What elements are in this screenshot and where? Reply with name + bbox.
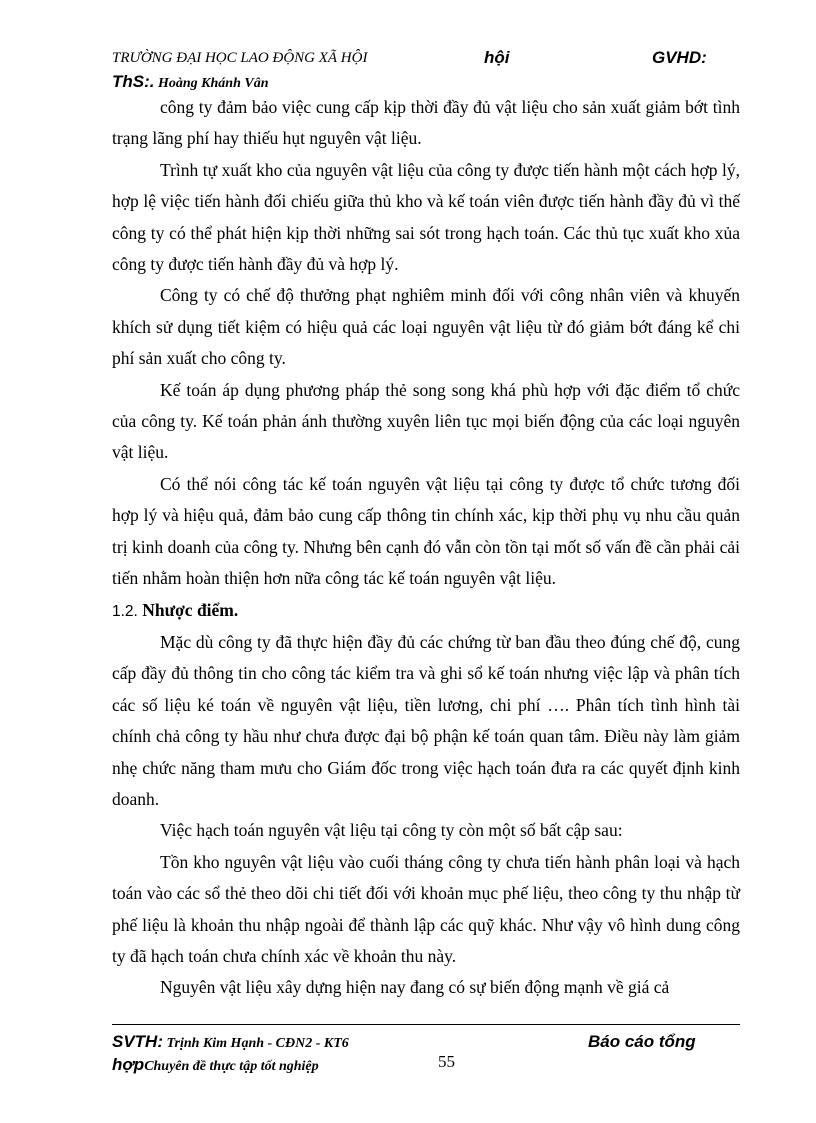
section-number: 1.2. (112, 602, 138, 620)
paragraph-1: công ty đảm bảo việc cung cấp kịp thời đầy đủ vật liệu cho sản xuất giảm bớt tình trạng lãng phí hay thiếu hụt nguyên vật liệu. (112, 97, 740, 149)
header-hoi: hội (484, 48, 510, 67)
section-title: Nhược điểm. (142, 599, 239, 620)
school-name: TRƯỜNG ĐẠI HỌC LAO ĐỘNG XÃ HỘI (112, 50, 368, 66)
footer-student-line (112, 1032, 349, 1052)
main-content (112, 92, 740, 1004)
report-title-continued: hợp (112, 1055, 145, 1074)
section-heading (112, 595, 740, 627)
paragraph-9: Nguyên vật liệu xây dựng hiện nay đang có sự biến động mạnh về giá cả (160, 977, 670, 998)
paragraph-2: Trình tự xuất kho của nguyên vật liệu của công ty được tiến hành một cách hợp lý, hợp lệ việc tiến hành đối chiếu giữa thủ kho và kế toán viên được tiến hành đầy đủ vì thế công ty có thể phát hiện kịp thời những sai sót trong hạch toán. Các thủ tục xuất kho xủa công ty được tiến hành đầy đủ và hợp lý. (112, 159, 740, 275)
header-gvhd-label: GVHD: (652, 48, 707, 67)
page-header (112, 46, 732, 94)
svth-label: SVTH: (112, 1032, 163, 1051)
paragraph-7: Việc hạch toán nguyên vật liệu tại công ty còn một số bất cập sau: (160, 820, 623, 841)
footer-subtitle-line (112, 1055, 319, 1075)
page-footer (112, 1030, 732, 1080)
paragraph-5: Có thể nói công tác kế toán nguyên vật liệu tại công ty được tổ chức tương đối hợp lý và hiệu quả, đảm bảo cung cấp thông tin chính xác, kịp thời phụ vụ nhu cầu quản trị kinh doanh của công ty. Nhưng bên cạnh đó vẫn còn tồn tại mốt số vấn đề cần phải cải tiến nhằm hoàn thiện hơn nữa công tác kế toán nguyên vật liệu. (112, 473, 740, 589)
footer-rule (112, 1024, 740, 1025)
paragraph-3: Công ty có chế độ thưởng phạt nghiêm minh đối với công nhân viên và khuyến khích sử dụng tiết kiệm có hiệu quả các loại nguyên vật liệu từ đó giảm bớt đáng kể chi phí sản xuất cho công ty. (112, 285, 740, 369)
student-name: Trịnh Kim Hạnh - CĐN2 - KT6 (163, 1036, 349, 1051)
paragraph-6: Mặc dù công ty đã thực hiện đầy đủ các chứng từ ban đầu theo đúng chế độ, cung cấp đầy đủ thông tin cho công tác kiểm tra và ghi sổ kế toán nhưng việc lập và phân tích các số liệu ké toán về nguyên vật liệu, tiền lương, chi phí …. Phân tích tình hình tài chính chả công ty hầu như chưa được đại bộ phận kế toán quan tâm. Điều này làm giảm nhẹ chức năng tham mưu cho Giám đốc trong việc hạch toán đưa ra các quyết định kinh doanh. (112, 631, 740, 809)
ths-prefix: ThS:. (112, 72, 155, 91)
teacher-name: Hoàng Khánh Vân (154, 76, 269, 91)
paragraph-8: Tồn kho nguyên vật liệu vào cuối tháng công ty chưa tiến hành phân loại và hạch toán vào các sổ thẻ theo dõi chi tiết đối với khoản mục phế liệu, theo công ty thu nhập từ phế liệu là khoản thu nhập ngoài để thành lập các quỹ khác. Như vậy vô hình dung công ty đã hạch toán chưa chính xác về khoản thu này. (112, 851, 740, 966)
paragraph-4: Kế toán áp dụng phương pháp thẻ song song khá phù hợp với đặc điểm tổ chức của công ty. Kế toán phản ánh thường xuyên liên tục mọi biến động của các loại nguyên vật liệu. (112, 379, 740, 463)
header-teacher-line (112, 72, 269, 92)
report-subtitle: Chuyên đề thực tập tốt nghiệp (144, 1059, 319, 1074)
page-number: 55 (438, 1052, 455, 1071)
report-title: Báo cáo tổng (588, 1032, 696, 1051)
